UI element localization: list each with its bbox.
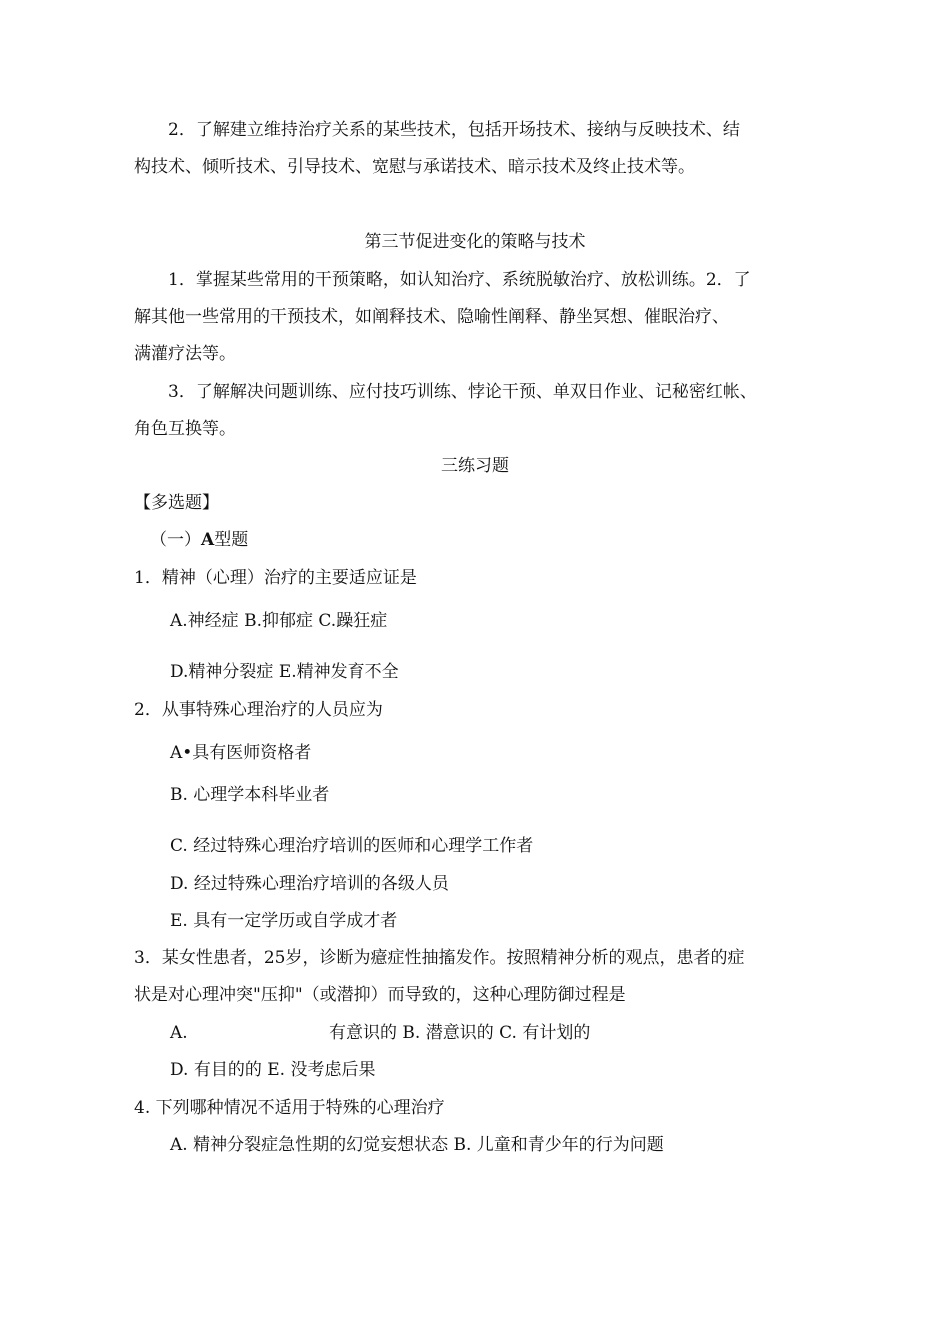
section3-item1-line3: 满灌疗法等。 [134, 344, 236, 364]
question-2-option-e: E. 具有一定学历或自学成才者 [170, 911, 398, 931]
question-4-stem: 4. 下列哪种情况不适用于特殊的心理治疗 [134, 1098, 445, 1118]
question-3-stem-line1: 3．某女性患者，25岁，诊断为癔症性抽搐发作。按照精神分析的观点，患者的症 [134, 948, 745, 968]
question-1-options-row2: D.精神分裂症 E.精神发育不全 [170, 662, 399, 682]
section3-item3-line2: 角色互换等。 [134, 419, 236, 439]
question-category: 【多选题】 [134, 493, 219, 513]
section3-item1-line2: 解其他一些常用的干预技术，如阐释技术、隐喻性阐释、静坐冥想、催眠治疗、 [134, 307, 729, 327]
question-1-options-row1: A.神经症 B.抑郁症 C.躁狂症 [170, 611, 388, 631]
question-1-stem: 1．精神（心理）治疗的主要适应证是 [134, 568, 417, 588]
question-3-options-row2: D. 有目的的 E. 没考虑后果 [170, 1060, 376, 1080]
question-2-option-d: D. 经过特殊心理治疗培训的各级人员 [170, 874, 449, 894]
section3-item1-line1: 1．掌握某些常用的干预策略，如认知治疗、系统脱敏治疗、放松训练。2．了 [168, 270, 751, 290]
question-3-option-a-label: A. [170, 1023, 188, 1043]
question-2-option-c: C. 经过特殊心理治疗培训的医师和心理学工作者 [170, 836, 534, 856]
exercises-heading: 三练习题 [441, 456, 509, 476]
question-2-option-a: A•具有医师资格者 [170, 743, 312, 763]
question-type-heading [150, 528, 248, 552]
question-type-letter: A [201, 530, 215, 550]
section2-item2-line2: 构技术、倾听技术、引导技术、宽慰与承诺技术、暗示技术及终止技术等。 [134, 157, 695, 177]
question-type-prefix: （一） [150, 530, 201, 550]
question-2-stem: 2．从事特殊心理治疗的人员应为 [134, 700, 383, 720]
question-3-options-row1: 有意识的 B. 潜意识的 C. 有计划的 [329, 1023, 591, 1043]
question-4-options-row1: A. 精神分裂症急性期的幻觉妄想状态 B. 儿童和青少年的行为问题 [170, 1135, 664, 1155]
question-2-option-b: B. 心理学本科毕业者 [170, 785, 330, 805]
question-type-suffix: 型题 [214, 530, 249, 550]
question-3-stem-line2: 状是对心理冲突"压抑"（或潜抑）而导致的，这种心理防御过程是 [134, 985, 626, 1005]
section3-heading: 第三节促进变化的策略与技术 [364, 232, 586, 252]
section3-item3-line1: 3．了解解决问题训练、应付技巧训练、悖论干预、单双日作业、记秘密红帐、 [168, 382, 757, 402]
section2-item2-line1: 2．了解建立维持治疗关系的某些技术，包括开场技术、接纳与反映技术、结 [168, 120, 740, 140]
